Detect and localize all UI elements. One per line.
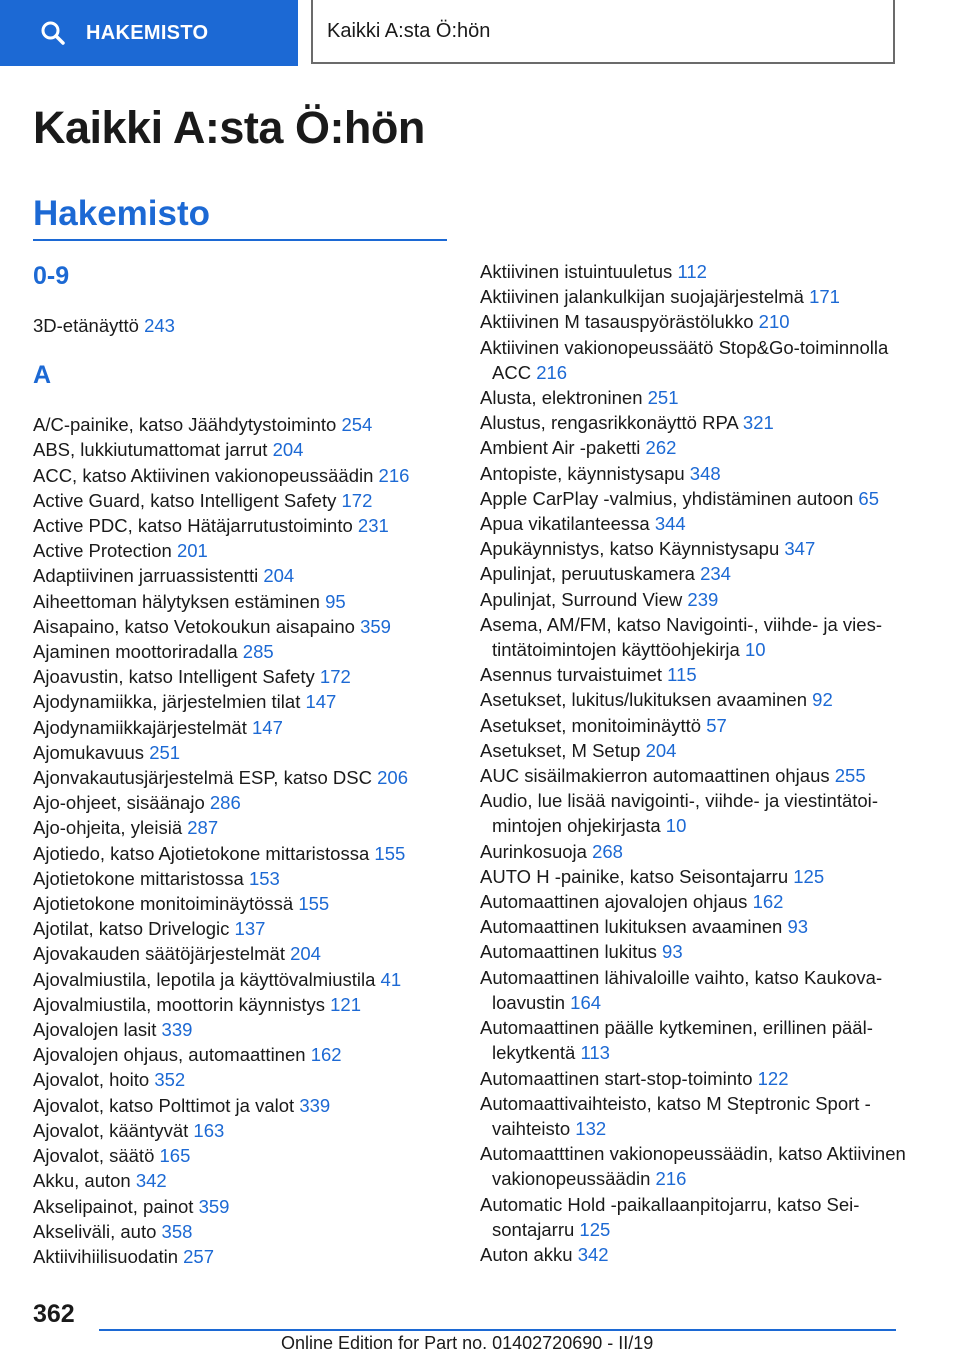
index-entry-page-link[interactable]: 358 — [161, 1220, 193, 1242]
index-entry[interactable] — [33, 841, 453, 866]
index-entry-page-link[interactable]: 347 — [784, 538, 816, 560]
index-entry-text: Ajovalojen ohjaus, automaattinen — [33, 1044, 306, 1066]
index-entry-page-link[interactable]: 286 — [209, 792, 241, 814]
footer-edition — [281, 1333, 653, 1354]
index-entry-page-link[interactable]: 155 — [298, 893, 330, 915]
index-entry-text: Aktiivinen M tasauspyörästölukko — [480, 311, 754, 333]
index-entry-text: Auton akku — [480, 1243, 573, 1265]
index-entry-page-link[interactable]: 165 — [159, 1145, 191, 1167]
index-entry[interactable] — [33, 1143, 453, 1168]
index-entry-page-link[interactable]: 239 — [687, 588, 719, 610]
index-entry-text: Automaattivaihteisto, katso M Steptronic Sport -vaihteisto — [480, 1092, 871, 1139]
index-entry-text: Asetukset, M Setup — [480, 739, 641, 761]
index-entry[interactable] — [33, 488, 453, 513]
index-entry[interactable] — [33, 740, 453, 765]
index-entry[interactable] — [480, 335, 910, 385]
index-entry-text: Active Protection — [33, 540, 172, 562]
index-entry-page-link[interactable]: 268 — [592, 840, 623, 862]
index-entry-text: Ajotilat, katso Drivelogic — [33, 918, 230, 940]
index-entry[interactable] — [480, 1141, 910, 1191]
index-entry[interactable] — [480, 889, 910, 914]
index-entry[interactable] — [33, 1244, 453, 1269]
index-entry[interactable] — [33, 1219, 453, 1244]
index-entry-page-link[interactable]: 204 — [645, 739, 677, 761]
section-rule — [33, 239, 447, 241]
index-entry-text: Alustus, rengasrikkonäyttö RPA — [480, 412, 738, 434]
index-entry-text: Aktiivinen istuintuuletus — [480, 261, 673, 282]
index-entry-text: Ajoavustin, katso Intelligent Safety — [33, 666, 315, 688]
index-entry-text: Ajovalmiustila, moottorin käynnistys — [33, 993, 325, 1015]
index-entry-page-link[interactable]: 339 — [161, 1019, 193, 1041]
index-entry-text: Apua vikatilanteessa — [480, 513, 650, 535]
index-entry[interactable] — [480, 461, 910, 486]
index-entry[interactable] — [33, 967, 453, 992]
index-entry-text: Ajovalot, kääntyvät — [33, 1119, 189, 1141]
index-entry-text: Asetukset, lukitus/lukituksen avaaminen — [480, 689, 808, 711]
index-entry[interactable] — [33, 689, 453, 714]
index-entry-text: Apulinjat, peruutuskamera — [480, 563, 695, 585]
index-entry-page-link[interactable]: 285 — [242, 641, 274, 663]
index-entry-text: Alusta, elektroninen — [480, 387, 643, 409]
index-entry[interactable] — [33, 1093, 453, 1118]
index-entry-page-link[interactable]: 359 — [198, 1195, 230, 1217]
index-entry-page-link[interactable]: 243 — [144, 315, 175, 336]
index-entry-page-link[interactable]: 125 — [579, 1218, 611, 1240]
index-entry-text: Ajomukavuus — [33, 741, 145, 763]
index-entry-page-link[interactable]: 287 — [187, 817, 219, 839]
index-entry[interactable] — [480, 914, 910, 939]
index-entry-text: Ajovalot, hoito — [33, 1069, 150, 1091]
index-entry-text: Ajonvakautusjärjestelmä ESP, katso DSC — [33, 767, 372, 789]
index-entry[interactable] — [33, 916, 453, 941]
index-entry-page-link[interactable]: 155 — [374, 842, 406, 864]
page-number: 362 — [33, 1300, 75, 1328]
index-entry-page-link[interactable]: 115 — [667, 664, 697, 686]
index-entry[interactable] — [33, 437, 453, 462]
index-entry-text: Ajovakauden säätöjärjestelmät — [33, 943, 285, 965]
index-entry-page-link[interactable]: 359 — [360, 615, 391, 637]
index-entry-text: Apple CarPlay -valmius, yhdistäminen autoon — [480, 487, 854, 509]
index-entry-page-link[interactable]: 92 — [812, 689, 833, 711]
index-entry-page-link[interactable]: 163 — [193, 1119, 225, 1141]
index-entry-text: Aktiivinen jalankulkijan suojajärjestelmä — [480, 286, 804, 308]
index-entry-page-link[interactable]: 93 — [662, 941, 683, 963]
search-icon — [40, 20, 66, 46]
index-entry-text: Ajovalmiustila, lepotila ja käyttövalmiustila — [33, 968, 376, 990]
index-entry-page-link[interactable]: 348 — [689, 462, 721, 484]
breadcrumb-text: Kaikki A:sta Ö:hön — [327, 19, 491, 42]
index-entry-text: AUTO H -painike, katso Seisontajarru — [480, 865, 789, 887]
index-entry-text: Aurinkosuoja — [480, 840, 587, 862]
index-entry-text: Automaatttinen vakionopeussäädin, katso Aktiivinen vakionopeussäädin — [480, 1143, 906, 1190]
index-entry[interactable] — [480, 486, 910, 511]
index-entry[interactable] — [480, 511, 910, 536]
index-entry-page-link[interactable]: 57 — [706, 714, 727, 736]
index-entry-page-link[interactable]: 254 — [341, 414, 373, 436]
index-letter-heading: 0-9 — [33, 262, 70, 290]
index-entry[interactable] — [33, 765, 453, 790]
header-bar — [0, 0, 960, 66]
index-entry[interactable] — [33, 1017, 453, 1042]
index-entry-text: Audio, lue lisää navigointi-, viihde- ja viestintätoimintojen ohjekirjasta — [480, 790, 878, 837]
index-entry-page-link[interactable]: 164 — [570, 991, 602, 1013]
index-entry[interactable] — [480, 259, 910, 284]
index-entry-page-link[interactable]: 204 — [263, 565, 295, 587]
index-entry-text: 3D-etänäyttö — [33, 315, 139, 336]
index-entry-text: Aiheettoman hälytyksen estäminen — [33, 590, 320, 612]
index-entry[interactable] — [33, 866, 453, 891]
index-entry[interactable] — [480, 309, 910, 334]
index-entry-page-link[interactable]: 210 — [758, 311, 790, 333]
index-entry-page-link[interactable]: 216 — [655, 1168, 687, 1190]
index-entry-page-link[interactable]: 204 — [272, 439, 304, 461]
footer-rule — [99, 1329, 896, 1331]
index-entry-text: Ajodynamiikka, järjestelmien tilat — [33, 691, 301, 713]
index-entry-page-link[interactable]: 257 — [183, 1245, 214, 1267]
index-entry[interactable] — [480, 561, 910, 586]
index-entry-text: Asetukset, monitoiminäyttö — [480, 714, 702, 736]
index-search-label: HAKEMISTO — [86, 21, 209, 44]
index-entry-page-link[interactable]: 153 — [248, 867, 280, 889]
index-entry[interactable] — [33, 992, 453, 1017]
index-entry-text: Automaattinen start-stop-toiminto — [480, 1067, 753, 1089]
index-entry[interactable] — [480, 738, 910, 763]
index-entry-text: Asema, AM/FM, katso Navigointi-, viihde- ja viestintätoimintojen käyttöohjekirja — [480, 613, 882, 661]
index-entry-page-link[interactable]: 342 — [135, 1170, 167, 1192]
index-entry[interactable] — [480, 1091, 910, 1141]
index-entry-page-link[interactable]: 172 — [319, 666, 351, 688]
index-entry-page-link[interactable]: 122 — [757, 1067, 789, 1089]
index-entry[interactable] — [480, 1192, 910, 1242]
index-entry-text: AUC sisäilmakierron automaattinen ohjaus — [480, 765, 830, 787]
index-entry-page-link[interactable]: 113 — [580, 1042, 610, 1064]
index-entry-page-link[interactable]: 321 — [742, 412, 774, 434]
index-entry[interactable] — [480, 864, 910, 889]
index-entry[interactable] — [480, 662, 910, 687]
index-letter-heading: A — [33, 361, 52, 390]
index-entry-page-link[interactable]: 147 — [305, 691, 337, 713]
index-entry-text: ABS, lukkiutumattomat jarrut — [33, 439, 268, 461]
index-entry[interactable] — [33, 614, 453, 639]
index-entry[interactable] — [480, 788, 910, 838]
index-entry[interactable] — [33, 538, 453, 563]
index-entry[interactable] — [480, 687, 910, 712]
index-entry-text: Ambient Air -paketti — [480, 437, 641, 459]
index-entry-page-link[interactable]: 342 — [577, 1243, 609, 1265]
index-entry-text: Ajovalot, katso Polttimot ja valot — [33, 1094, 295, 1116]
index-entry[interactable] — [480, 763, 910, 788]
index-entry-page-link[interactable]: 132 — [575, 1117, 607, 1139]
index-entry-page-link[interactable]: 95 — [325, 590, 346, 612]
index-entry-text: Antopiste, käynnistysapu — [480, 462, 685, 484]
index-entry[interactable] — [480, 1066, 910, 1091]
index-entry[interactable] — [480, 939, 910, 964]
footer-edition-text: Online Edition for Part no. 01402720690 - II/19 — [281, 1333, 654, 1353]
index-entry-text: Akseliväli, auto — [33, 1220, 157, 1242]
index-entry[interactable] — [480, 1242, 910, 1267]
index-entry-text: Ajotiedo, katso Ajotietokone mittaristossa — [33, 842, 370, 864]
index-entry-page-link[interactable]: 231 — [357, 515, 389, 537]
index-column-left — [33, 256, 453, 1269]
index-entry-page-link[interactable]: 10 — [665, 815, 687, 837]
index-entry[interactable] — [480, 965, 910, 1015]
index-entry-page-link[interactable]: 206 — [377, 767, 409, 789]
index-entry-text: Ajodynamiikkajärjestelmät — [33, 716, 247, 738]
index-entry-page-link[interactable]: 216 — [378, 464, 410, 486]
index-entry-text: Ajotietokone monitoiminäytössä — [33, 893, 294, 915]
index-entry[interactable] — [33, 1118, 453, 1143]
index-entry-page-link[interactable]: 262 — [645, 437, 677, 459]
index-entry-text: Ajovalot, säätö — [33, 1145, 155, 1167]
index-entry-text: Automaattinen lähivaloille vaihto, katso Kaukovaloavustin — [480, 966, 883, 1013]
index-entry-page-link[interactable]: 147 — [252, 716, 283, 738]
index-entry-page-link[interactable]: 93 — [787, 916, 809, 938]
index-entry[interactable] — [480, 284, 910, 309]
index-entry-page-link[interactable]: 121 — [330, 993, 362, 1015]
index-entry-text: Ajotietokone mittaristossa — [33, 867, 244, 889]
index-entry[interactable] — [480, 1015, 910, 1065]
index-entry[interactable] — [480, 435, 910, 460]
index-search-tab[interactable] — [0, 0, 298, 66]
index-entry-text: Adaptiivinen jarruassistentti — [33, 565, 259, 587]
index-entry-page-link[interactable]: 162 — [752, 891, 784, 913]
index-entry[interactable] — [33, 563, 453, 588]
index-entry-page-link[interactable]: 112 — [677, 261, 707, 282]
index-entry-text: ACC, katso Aktiivinen vakionopeussäädin — [33, 464, 374, 486]
index-entry[interactable] — [33, 664, 453, 689]
index-entry-text: Automaattinen päälle kytkeminen, erillinen päällekytkentä — [480, 1017, 873, 1064]
index-entry-text: Asennus turvaistuimet — [480, 664, 663, 686]
index-entry[interactable] — [33, 1042, 453, 1067]
index-entry[interactable] — [33, 891, 453, 916]
index-entry[interactable] — [33, 639, 453, 664]
index-entry-page-link[interactable]: 352 — [154, 1069, 186, 1091]
index-entry-text: Active Guard, katso Intelligent Safety — [33, 489, 337, 511]
index-entry-page-link[interactable]: 171 — [809, 286, 840, 308]
index-entry-page-link[interactable]: 125 — [793, 865, 825, 887]
index-entry-text: A/C-painike, katso Jäähdytystoiminto — [33, 414, 337, 436]
index-entry-text: Ajovalojen lasit — [33, 1019, 157, 1041]
index-entry-page-link[interactable]: 137 — [234, 918, 266, 940]
index-entry-text: Apulinjat, Surround View — [480, 588, 683, 610]
index-entry-page-link[interactable]: 204 — [290, 943, 321, 965]
index-entry[interactable] — [480, 839, 910, 864]
index-entry[interactable] — [480, 612, 910, 662]
index-entry[interactable] — [480, 587, 910, 612]
index-entry-text: Aktiivihiilisuodatin — [33, 1245, 178, 1267]
index-entry-page-link[interactable]: 201 — [176, 540, 208, 562]
section-title: Hakemisto — [33, 194, 211, 233]
index-entry-text: Akku, auton — [33, 1170, 131, 1192]
index-entry-page-link[interactable]: 162 — [310, 1044, 342, 1066]
index-entry-page-link[interactable]: 65 — [858, 487, 879, 509]
index-entry[interactable] — [33, 1067, 453, 1092]
index-entry[interactable] — [33, 412, 453, 437]
index-entry-text: Apukäynnistys, katso Käynnistysapu — [480, 538, 780, 560]
index-entry[interactable] — [33, 313, 453, 338]
index-entry[interactable] — [33, 589, 453, 614]
index-entry-text: Ajo-ohjeita, yleisiä — [33, 817, 183, 839]
index-entry[interactable] — [33, 463, 453, 488]
index-entry-page-link[interactable]: 234 — [700, 563, 731, 585]
index-entry-page-link[interactable]: 41 — [380, 968, 402, 990]
index-entry[interactable] — [33, 790, 453, 815]
index-entry[interactable] — [33, 815, 453, 840]
index-entry-page-link[interactable]: 255 — [834, 765, 866, 787]
index-entry-text: Aisapaino, katso Vetokoukun aisapaino — [33, 615, 355, 637]
index-entry[interactable] — [480, 385, 910, 410]
index-entry[interactable] — [33, 715, 453, 740]
index-entry-text: Automatic Hold -paikallaanpitojarru, katso Seisontajarru — [480, 1193, 860, 1240]
index-entry-text: Automaattinen lukituksen avaaminen — [480, 916, 783, 938]
index-entry-page-link[interactable]: 10 — [744, 639, 766, 661]
index-entry-page-link[interactable]: 172 — [341, 489, 373, 511]
index-entry[interactable] — [33, 941, 453, 966]
index-entry-text: Ajo-ohjeet, sisäänajo — [33, 792, 205, 814]
index-entry-page-link[interactable]: 251 — [149, 741, 181, 763]
index-entry-text: Akselipainot, painot — [33, 1195, 194, 1217]
index-entry-text: Automaattinen lukitus — [480, 941, 657, 963]
page-title: Kaikki A:sta Ö:hön — [33, 102, 425, 153]
index-entry[interactable] — [480, 713, 910, 738]
index-column-right — [480, 259, 910, 1267]
index-entry-page-link[interactable]: 216 — [536, 361, 568, 383]
index-entry-page-link[interactable]: 339 — [299, 1094, 331, 1116]
index-entry[interactable] — [480, 536, 910, 561]
index-entry-text: Active PDC, katso Hätäjarrutustoiminto — [33, 515, 353, 537]
index-entry[interactable] — [33, 1168, 453, 1193]
index-entry[interactable] — [480, 410, 910, 435]
breadcrumb[interactable] — [311, 0, 895, 64]
index-entry[interactable] — [33, 513, 453, 538]
index-entry-page-link[interactable]: 251 — [647, 387, 679, 409]
index-entry-page-link[interactable]: 344 — [654, 513, 686, 535]
index-entry-text: Automaattinen ajovalojen ohjaus — [480, 891, 748, 913]
index-entry[interactable] — [33, 1194, 453, 1219]
index-entry-text: Aktiivinen vakionopeussäätö Stop&Go-toiminnolla ACC — [480, 336, 889, 383]
index-entry-text: Ajaminen moottoriradalla — [33, 641, 238, 663]
